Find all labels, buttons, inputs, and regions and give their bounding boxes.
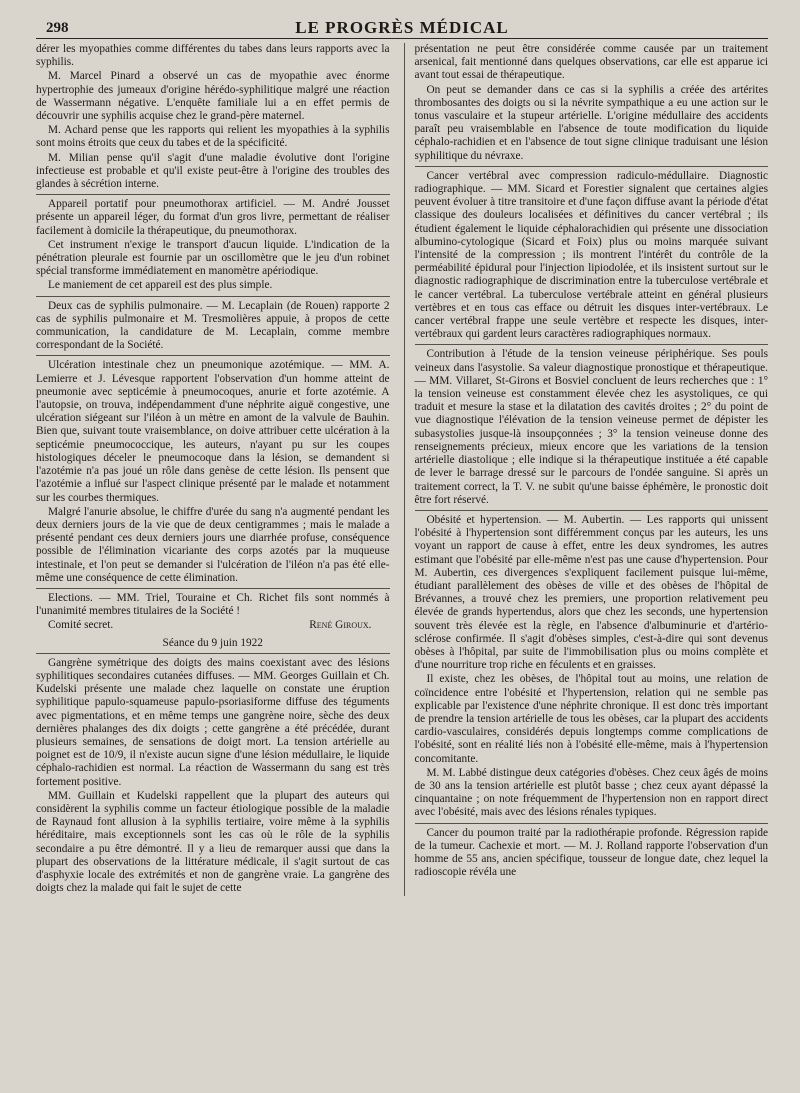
- section-divider: [415, 344, 769, 345]
- section-divider: [415, 510, 769, 511]
- running-title: LE PROGRÈS MÉDICAL: [295, 18, 509, 37]
- text-columns: [36, 43, 768, 896]
- section-divider: [415, 166, 769, 167]
- paragraph: MM. Guillain et Kudelski rappellent que la plupart des auteurs qui considèrent la syphilis comme un facteur étiologique possible de la maladie de Raynaud font allusion à la syphilis tertiaire, voire même à la syphilis héréditaire, mais exceptionnels sont les cas où le rôle de la syphilis secondaire a pu être démontré. Il y a lieu de remarquer aussi que dans la plupart des observations de la littérature médicale, il s'agit surtout de cas d'asphyxie locale des extrémités et non de gangrène vraie. La gangrène des doigts chez la malade qui fait le sujet de cette: [36, 789, 390, 895]
- paragraph: Appareil portatif pour pneumothorax artificiel. — M. André Jousset présente un appareil léger, du format d'un gros livre, permettant de réaliser facilement à domicile la thérapeutique, du pneumothorax.: [36, 198, 390, 237]
- paragraph: M. M. Labbé distingue deux catégories d'obèses. Chez ceux âgés de moins de 30 ans la tension artérielle est plutôt basse ; chez ceux ayant dépassé la cinquantaine ; on note fréquemment de l'hypertension non en rapport direct avec l'obésité, mais avec des lésions rénales typiques.: [414, 766, 768, 819]
- section-divider: [36, 194, 390, 195]
- paragraph: M. Marcel Pinard a observé un cas de myopathie avec énorme hypertrophie des jumeaux d'origine hérédo-syphilitique malgré une réaction de Wassermann négative. L'enquête familiale lui a en effet permis de découvrir une syphilis acquise chez le grand-père maternel.: [36, 70, 390, 123]
- paragraph: présentation ne peut être considérée comme causée par un traitement arsenical, fait mentionné dans quelques observations, car elle est apparue ici avant tout essai de thérapeutique.: [414, 43, 768, 82]
- left-column: [36, 43, 390, 896]
- paragraph: Il existe, chez les obèses, de l'hôpital tout au moins, une relation de coïncidence entre l'obésité et l'hypertension, relation qui ne semble pas explicable par l'existence d'une néphrite chronique. Il est donc très important de prendre la tension artérielle de tous les obèses, car la plupart des accidents cardio-vasculaires, considérés depuis longtemps comme complications de l'obésité, sont en réalité liés non à l'obésité elle-même, mais à l'hypertension concomitante.: [414, 673, 768, 765]
- paragraph: Malgré l'anurie absolue, le chiffre d'urée du sang n'a augmenté pendant les deux derniers jours de la vie que de deux centigrammes ; mais le malade a présenté pendant ces deux derniers jours une diarrhée profuse, conséquence possible de l'élimination vicariante des corps azotés par la muqueuse intestinale, et l'on peut se demander si l'ulcération de l'iléon n'a pas été elle-même une conséquence de cette élimination.: [36, 505, 390, 584]
- page-header: [36, 12, 768, 39]
- section-divider: [36, 296, 390, 297]
- paragraph: Cancer vertébral avec compression radiculo-médullaire. Diagnostic radiographique. — MM. Sicard et Forestier signalent que certaines algies peuvent évoluer à titre transitoire et d'une façon diffuse avant la période d'état classique des douleurs localisées et définitives du cancer vertébral ; ils étudient également le liquide céphalorachidien qui présente une dissociation albumino-cytologique (Sicard et Foix) plus ou moins marquée suivant l'intensité de la compression ; ils montrent l'intérêt du contrôle de la perméabilité épidural pour l'injection lipiodolée, et ils insistent surtout sur le diagnostic radiographique de discrimination entre la tuberculose vertébrale et le cancer vertébral. La tuberculose vertébrale atteint en général plusieurs vertèbres et en tous cas efface ou détruit les disques inter-vertébraux. Le cancer vertébral frappe une seule vertèbre et respecte les disques, inter-vertébraux qui gardent leurs caractères radiographiques normaux.: [414, 169, 768, 341]
- section-divider: [36, 355, 390, 356]
- right-column: [404, 43, 769, 896]
- paragraph: Deux cas de syphilis pulmonaire. — M. Lecaplain (de Rouen) rapporte 2 cas de syphilis pulmonaire et M. Tresmolières appuie, à propos de cette communication, la candidature de M. Lecaplain, comme membre correspondant de la Société.: [36, 299, 390, 352]
- paragraph: Cet instrument n'exige le transport d'aucun liquide. L'indication de la pénétration pleurale est fournie par un oscillomètre que le jeu d'un robinet spécial transforme immédiatement en manomètre apériodique.: [36, 238, 390, 278]
- paragraph: Contribution à l'étude de la tension veineuse périphérique. Ses pouls veineux dans l'asystolie. Sa valeur diagnostique pronostique et thérapeutique. — MM. Villaret, St-Girons et Bosviel concluent de leurs recherches que : 1° la tension veineuse est constamment élevée chez les asystoliques, ce qui traduit et mesure la stase et la dilatation des cavités droites ; 2° du point de vue diagnostique l'élévation de la tension veineuse permet de dépister les subasystolies jusque-là insoupçonnées ; 3° la tension veineuse donne des renseignements précieux, mieux encore que les variations de la tension artérielle diastolique ; elle indique si la thérapeutique instituée a été capable de lever le barrage dressé sur le parcours de l'ondée sanguine. Si après un traitement correct, la T. V. ne subit qu'une baisse éphémère, le pronostic doit être fort réservé.: [414, 348, 768, 506]
- paragraph: M. Milian pense qu'il s'agit d'une maladie évolutive dont l'origine infectieuse est probable et qu'il existe peut-être à l'origine des troubles des glandes à sécrétion interne.: [36, 151, 390, 191]
- signature: René Giroux.: [309, 619, 372, 632]
- section-divider: [415, 823, 769, 824]
- page-number: 298: [46, 20, 69, 36]
- paragraph: Elections. — MM. Triel, Touraine et Ch. Richet fils sont nommés à l'unanimité membres titulaires de la Société !: [36, 591, 390, 618]
- paragraph: M. Achard pense que les rapports qui relient les myopathies à la syphilis sont moins étroits que ceux du tabes et de la spécificité.: [36, 124, 390, 150]
- closing-note: Comité secret.: [48, 619, 114, 632]
- signature-line: [36, 619, 390, 632]
- section-divider: [36, 588, 390, 589]
- paragraph: Gangrène symétrique des doigts des mains coexistant avec des lésions syphilitiques secondaires cutanées diffuses. — MM. Georges Guillain et Ch. Kudelski présente une malade chez laquelle on constate une éruption syphilitique papulo-squameuse papulo-psoriasiforme diffuse des téguments avec pigmentations, et en même temps une gangrène noire, sèche des deux dernières phalanges des dix doigts ; cette gangrène a été précédée, durant plusieurs semaines, de sensations de doigt mort. La tension artérielle au poignet est de 10/9, il n'existe aucun signe d'une lésion médullaire, le liquide céphalo-rachidien est normal. La réaction de Wassermann du sang est très fortement positive.: [36, 656, 390, 788]
- paragraph: Cancer du poumon traité par la radiothérapie profonde. Régression rapide de la tumeur. Cachexie et mort. — M. J. Rolland rapporte l'observation d'un homme de 55 ans, ancien spécifique, tousseur de longue date, chez lequel la radioscopie révéla une: [414, 826, 768, 879]
- paragraph: dérer les myopathies comme différentes du tabes dans leurs rapports avec la syphilis.: [36, 43, 390, 69]
- session-heading: Séance du 9 juin 1922: [162, 636, 263, 649]
- paragraph: Obésité et hypertension. — M. Aubertin. — Les rapports qui unissent l'obésité à l'hypertension sont différemment conçus par les auteurs, les uns voyant un rapport de cause à effet, entre les deux syndromes, les autres estimant que l'obésité par elle-même n'est pas une cause d'hypertension. Pour M. Aubertin, ces divergences s'expliquent facilement puisque lui-même, étudiant parallèlement des obèses de ville et des obèses de l'hôpital de Brévannes, a trouvé chez les premiers, une proportion relativement peu élevée de grands hypertendus, alors que chez les seconds, une hypertension souvent très élevée est la règle, en l'absence d'albuminurie et d'artério-sclérose confirmée. Il s'agit d'obèses simples, c'est-à-dire qui sont devenus obèses à l'hôpital, par suite de l'immobilisation plus ou moins complète et d'une nourriture trop riche en féculents et en graisses.: [414, 513, 768, 672]
- paragraph: Ulcération intestinale chez un pneumonique azotémique. — MM. A. Lemierre et J. Lévesque rapportent l'observation d'un homme atteint de pneumonie avec septicémie à pneumocoques, anurie et forte azotémie. A l'autopsie, on trouva, indépendamment d'une néphrite aiguë congestive, une ulcération siégeant sur l'iléon à un mètre en amont de la valvule de Bauhin. Bien que, suivant toute vraisemblance, on doive attribuer cette ulcération à la septicémie pneumococcique, les auteurs, n'ayant pu sur les coupes histologiques déceler le pneumocoque dans la lésion, se demandent si l'azotémie n'a pas joué un rôle dans genèse de cette lésion. Ils pensent que l'azotémie a influé sur l'aspect clinique présenté par le malade et notamment sur les courbes thermiques.: [36, 359, 390, 504]
- section-divider: [36, 653, 390, 654]
- paragraph: Le maniement de cet appareil est des plus simple.: [48, 279, 273, 292]
- paragraph: On peut se demander dans ce cas si la syphilis a créée des artérites thrombosantes des doigts ou si la névrite sympathique a eu une action sur le tonus vasculaire et la stupeur artérielle. L'origine médullaire des accidents paraît peu vraisemblable en l'absence de toute modification du liquide céphalo-rachidien et en l'absence de tout signe clinique traduisant une lésion syphilitique du névraxe.: [414, 83, 768, 162]
